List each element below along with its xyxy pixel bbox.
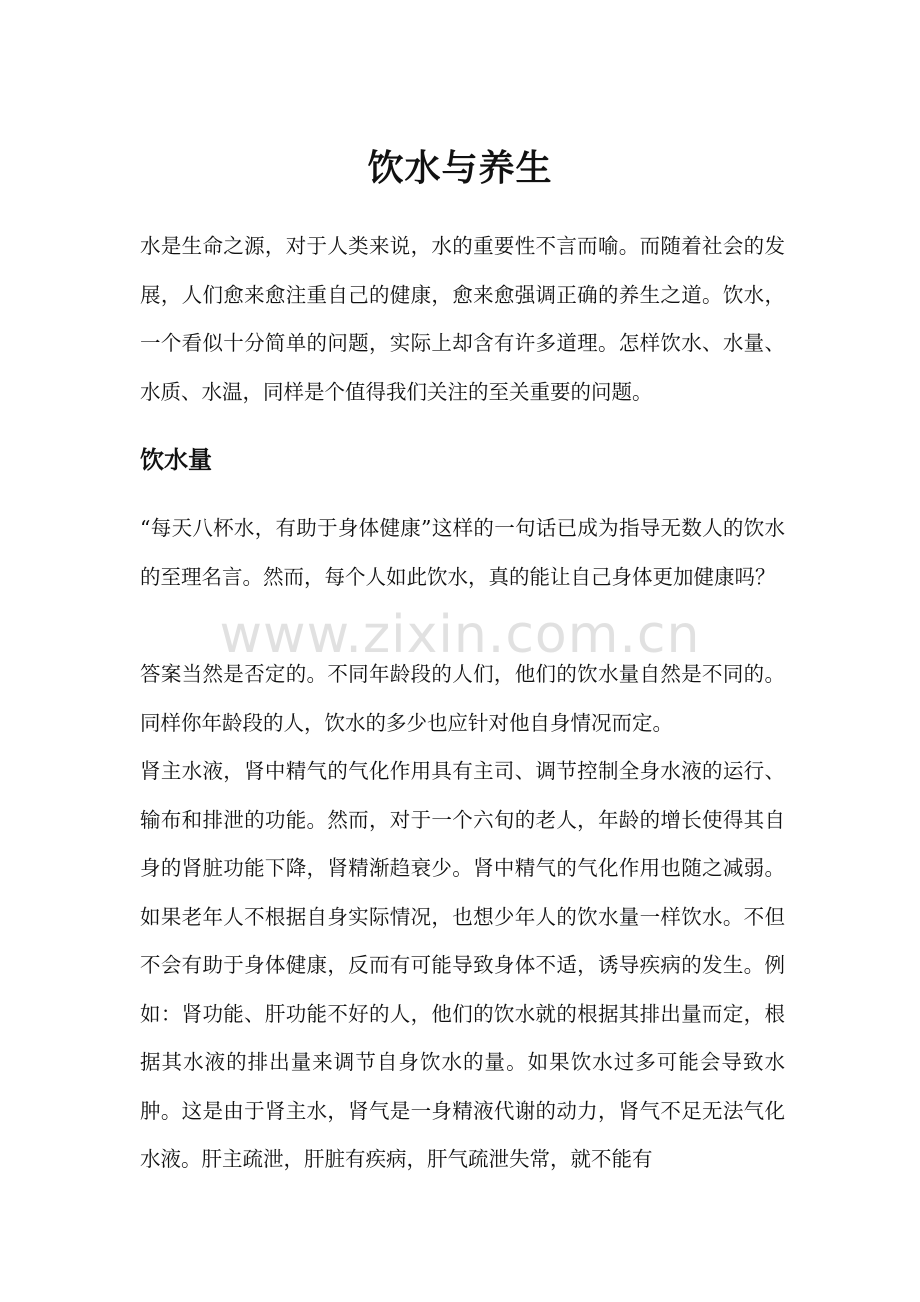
section-heading: 饮水量 bbox=[140, 445, 212, 474]
paragraph-3: 肾主水液，肾中精气的气化作用具有主司、调节控制全身水液的运行、输布和排泄的功能。然而，对于一个六旬的老人，年龄的增长使得其自身的肾脏功能下降，肾精渐趋衰少。肾中精气的气化作用也随之减弱。如果老年人不根据自身实际情况，也想少年人的饮水量一样饮水。不但不会有助于身体健康，反而有可能导致身体不适，诱导疾病的发生。例如：肾功能、肝功能不好的人，他们的饮水就的根据其排出量而定，根据其水液的排出量来调节自身饮水的量。如果饮水过多可能会导致水肿。这是由于肾主水，肾气是一身精液代谢的动力，肾气不足无法气化水液。肝主疏泄，肝脏有疾病，肝气疏泄失常，就不能有 bbox=[140, 759, 785, 1171]
paragraph-1: “每天八杯水，有助于身体健康”这样的一句话已成为指导无数人的饮水的至理名言。然而，每个人如此饮水，真的能让自己身体更加健康吗？ bbox=[140, 516, 785, 589]
paragraph-2: 答案当然是否定的。不同年龄段的人们，他们的饮水量自然是不同的。同样你年龄段的人，饮水的多少也应针对他自身情况而定。 bbox=[140, 662, 785, 735]
document-title: 饮水与养生 bbox=[367, 147, 553, 189]
intro-paragraph: 水是生命之源，对于人类来说，水的重要性不言而喻。而随着社会的发展，人们愈来愈注重自己的健康，愈来愈强调正确的养生之道。饮水，一个看似十分简单的问题，实际上却含有许多道理。怎样饮水、水量、水质、水温，同样是个值得我们关注的至关重要的问题。 bbox=[140, 234, 785, 404]
watermark-text: www.zixin.com.cn bbox=[219, 605, 701, 665]
